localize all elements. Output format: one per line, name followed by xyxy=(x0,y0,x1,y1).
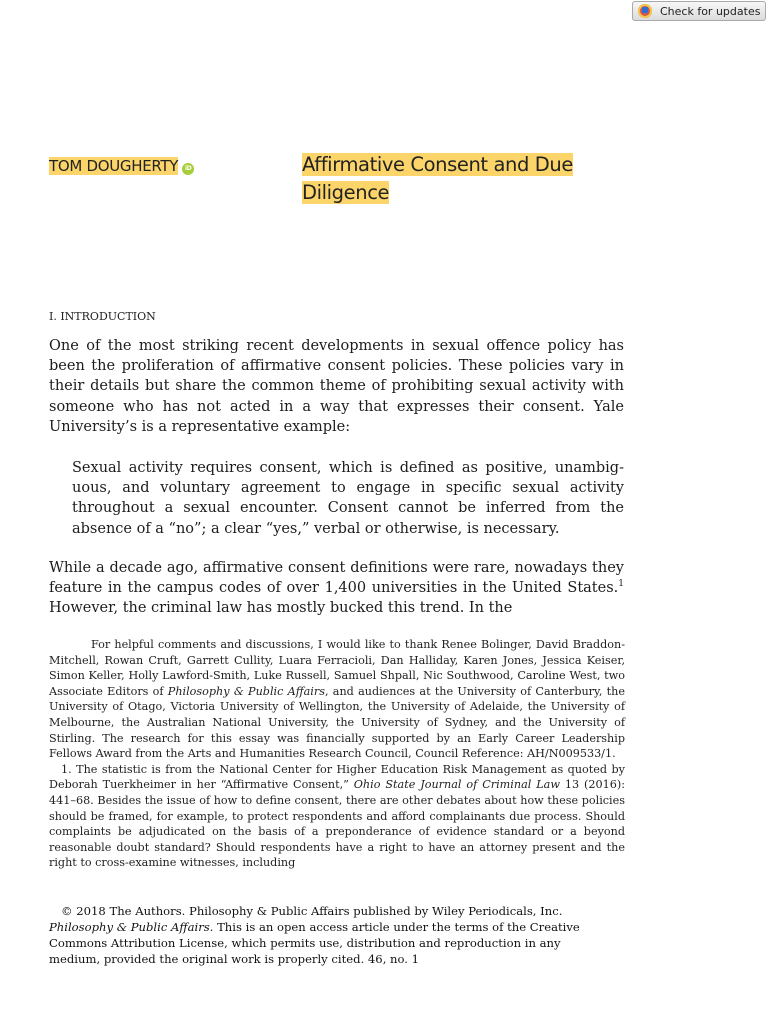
ack-text-1: For helpful comments and discussions, I would like to thank Renee Bolinger, David Braddon-Mitchell, Rowan Cruft, Garrett Cullity, Luara Ferracioli, Dan Halliday, Karen Jones, Jessica Keiser, Simon Keller, Holly Lawford-Smith, Luke Russell, Samuel Shpall, Nic Southwood, Caroline West, two Associate Editors of xyxy=(49,638,625,698)
copyright-license xyxy=(49,919,609,967)
footnotes xyxy=(49,637,625,871)
body-paragraph-2 xyxy=(49,558,624,619)
footnote-ref-1[interactable]: 1 xyxy=(618,579,624,590)
article-title xyxy=(302,151,632,207)
fn1-journal-name: Ohio State Journal of Criminal Law xyxy=(353,778,560,792)
copyright-license-text: This is an open access article under the terms of the Creative Commons Attribution License, which permits use, distribution and reproduction in any medium, provided the original work is properly cited. 46, no. 1 xyxy=(49,920,580,966)
fn1-text-2: 13 (2016): 441–68. Besides the issue of how to define consent, there are other debates about how these policies should be framed, for example, to protect respondents and afford complainants due process. Should complaints be adjudicated on the basis of a preponderance of evidence standard or a beyond reasonable doubt standard? Should respondents have a right to have an attorney present and the right to cross-examine witnesses, including xyxy=(49,778,625,870)
block-quote: Sexual activity requires consent, which is defined as positive, unambiguous, and voluntary agreement to engage in specific sexual activity throughout a sexual encounter. Consent cannot be inferred from the absence of a “no”; a clear “yes,” verbal or otherwise, is necessary. xyxy=(72,460,624,537)
title-line-2: Diligence xyxy=(302,181,390,204)
author-name-text: TOM DOUGHERTY xyxy=(49,157,179,175)
footnote-acknowledgements xyxy=(49,637,625,762)
fn1-text-1: 1. The statistic is from the National Center for Higher Education Risk Management as quoted by Deborah Tuerkheimer in her “Affirmative Consent,” xyxy=(49,762,625,792)
copyright-notice xyxy=(49,903,609,967)
crossmark-icon xyxy=(638,4,652,18)
check-for-updates-label: Check for updates xyxy=(660,4,761,18)
section-heading: I. INTRODUCTION xyxy=(49,310,156,323)
body-paragraph-1: One of the most striking recent developments in sexual offence policy has been the proliferation of affirmative consent policies. These policies vary in their details but share the common theme of prohibiting sexual activity with someone who has not acted in a way that expresses their consent. Yale University’s is a representative example: xyxy=(49,338,624,435)
para2-text-after: However, the criminal law has mostly bucked this trend. In the xyxy=(49,600,513,617)
orcid-icon[interactable]: iD xyxy=(182,163,194,175)
copyright-journal-name: Philosophy & Public Affairs. xyxy=(49,920,214,934)
author-name xyxy=(49,157,194,176)
para2-text-before: While a decade ago, affirmative consent definitions were rare, nowadays they feature in the campus codes of over 1,400 universities in the United States. xyxy=(49,560,624,597)
copyright-line-1: © 2018 The Authors. Philosophy & Public Affairs published by Wiley Periodicals, Inc. xyxy=(61,904,563,918)
check-for-updates-button[interactable] xyxy=(632,1,766,21)
footnote-1 xyxy=(49,762,625,871)
ack-journal-name: Philosophy & Public Affairs xyxy=(167,684,325,698)
ack-text-2: , and audiences at the University of Canterbury, the University of Otago, Victoria University of Wellington, the University of Adelaide, the University of Melbourne, the Australian National University, the University of Sydney, and the University of Stirling. The research for this essay was financially supported by an Early Career Leadership Fellows Award from the Arts and Humanities Research Council, Council Reference: AH/N009533/1. xyxy=(49,684,625,761)
title-line-1: Affirmative Consent and Due xyxy=(302,153,573,176)
